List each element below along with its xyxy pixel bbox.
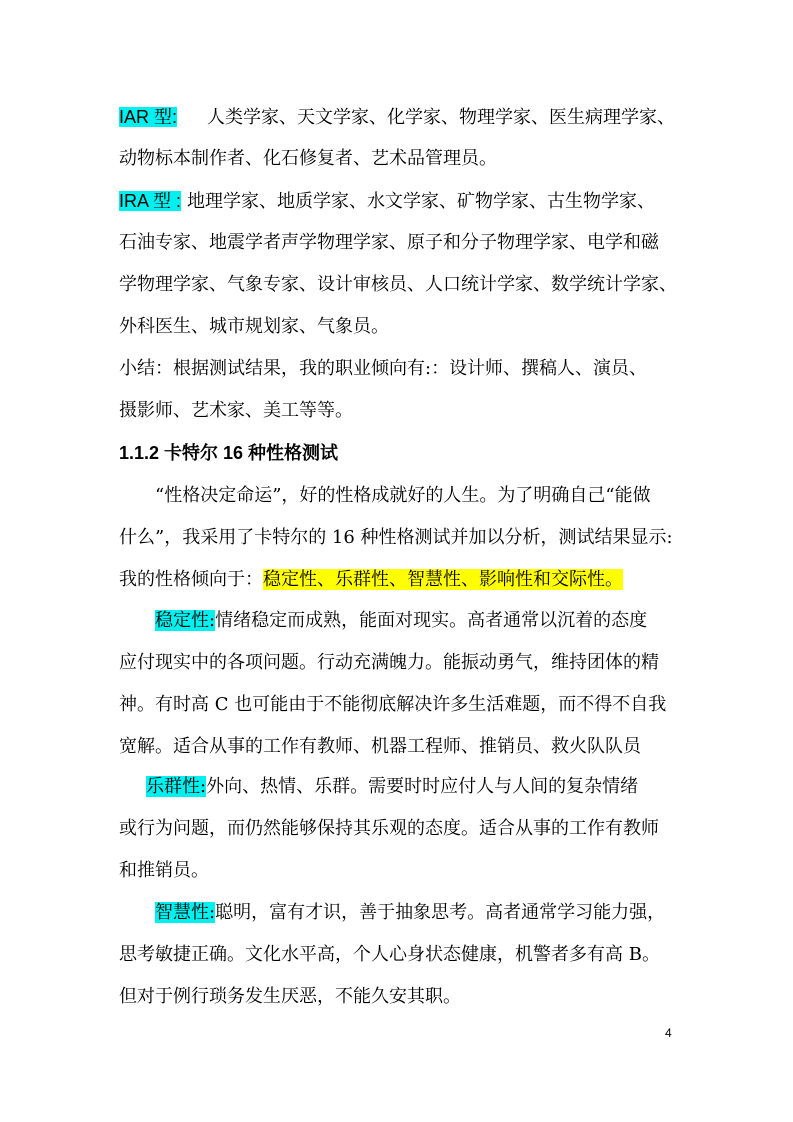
intro-line-3 (119, 567, 623, 593)
ira-line-1 (119, 188, 655, 215)
intelligence-line-3: 但对于例行琐务发生厌恶，不能久安其职。 (119, 986, 461, 1007)
intro-prefix: 我的性格倾向于： (119, 569, 263, 590)
stability-text-1: 情绪稳定而成熟，能面对现实。高者通常以沉着的态度 (215, 610, 648, 631)
section-heading: 1.1.2 卡特尔 16 种性格测试 (119, 443, 339, 463)
iar-line-2: 动物标本制作者、化石修复者、艺术品管理员。 (119, 148, 497, 169)
intelligence-text-1: 聪明，富有才识，善于抽象思考。高者通常学习能力强， (215, 902, 666, 923)
stability-line-3: 神。有时高 C 也可能由于不能彻底解决许多生活难题，而不得不自我 (119, 694, 667, 715)
intelligence-line-1 (155, 900, 665, 926)
stability-line-2: 应付现实中的各项问题。行动充满魄力。能振动勇气，维持团体的精 (119, 652, 659, 673)
sociability-text-1: 外向、热情、乐群。需要时时应付人与人间的复杂情绪 (206, 776, 639, 797)
ira-text-1: 地理学家、地质学家、水文学家、矿物学家、古生物学家、 (187, 191, 656, 212)
stability-line-1 (155, 608, 647, 634)
sociability-line-3: 和推销员。 (119, 860, 209, 881)
sociability-label: 乐群性: (146, 776, 207, 797)
summary-line-1: 小结：根据测试结果，我的职业倾向有:：设计师、撰稿人、演员、 (119, 358, 648, 379)
sociability-line-2: 或行为问题，而仍然能够保持其乐观的态度。适合从事的工作有教师 (119, 818, 659, 839)
ira-label: IRA 型 : (119, 191, 182, 211)
iar-line-1 (119, 104, 675, 131)
summary-line-2: 摄影师、艺术家、美工等等。 (119, 400, 353, 421)
intelligence-line-2: 思考敏捷正确。文化水平高，个人心身状态健康，机警者多有高 B。 (119, 944, 660, 965)
intelligence-label: 智慧性: (155, 902, 216, 923)
intro-line-2: 什么”，我采用了卡特尔的 16 种性格测试并加以分析，测试结果显示: (119, 527, 673, 548)
stability-label: 稳定性: (155, 610, 216, 631)
ira-line-4: 外科医生、城市规划家、气象员。 (119, 316, 389, 337)
iar-text-1: 人类学家、天文学家、化学家、物理学家、医生病理学家、 (207, 107, 676, 128)
intro-line-1: “性格决定命运”，好的性格成就好的人生。为了明确自己“能做 (155, 485, 651, 506)
intro-highlight: 稳定性、乐群性、智慧性、影响性和交际性。 (263, 569, 623, 590)
page-number: 4 (665, 1026, 672, 1040)
stability-line-4: 宽解。适合从事的工作有教师、机器工程师、推销员、救火队队员 (119, 736, 641, 757)
iar-label: IAR 型: (119, 107, 178, 127)
sociability-line-1 (146, 774, 638, 800)
ira-line-3: 学物理学家、气象专家、设计审核员、人口统计学家、数学统计学家、 (119, 274, 677, 295)
ira-line-2: 石油专家、地震学者声学物理学家、原子和分子物理学家、电学和磁 (119, 232, 659, 253)
